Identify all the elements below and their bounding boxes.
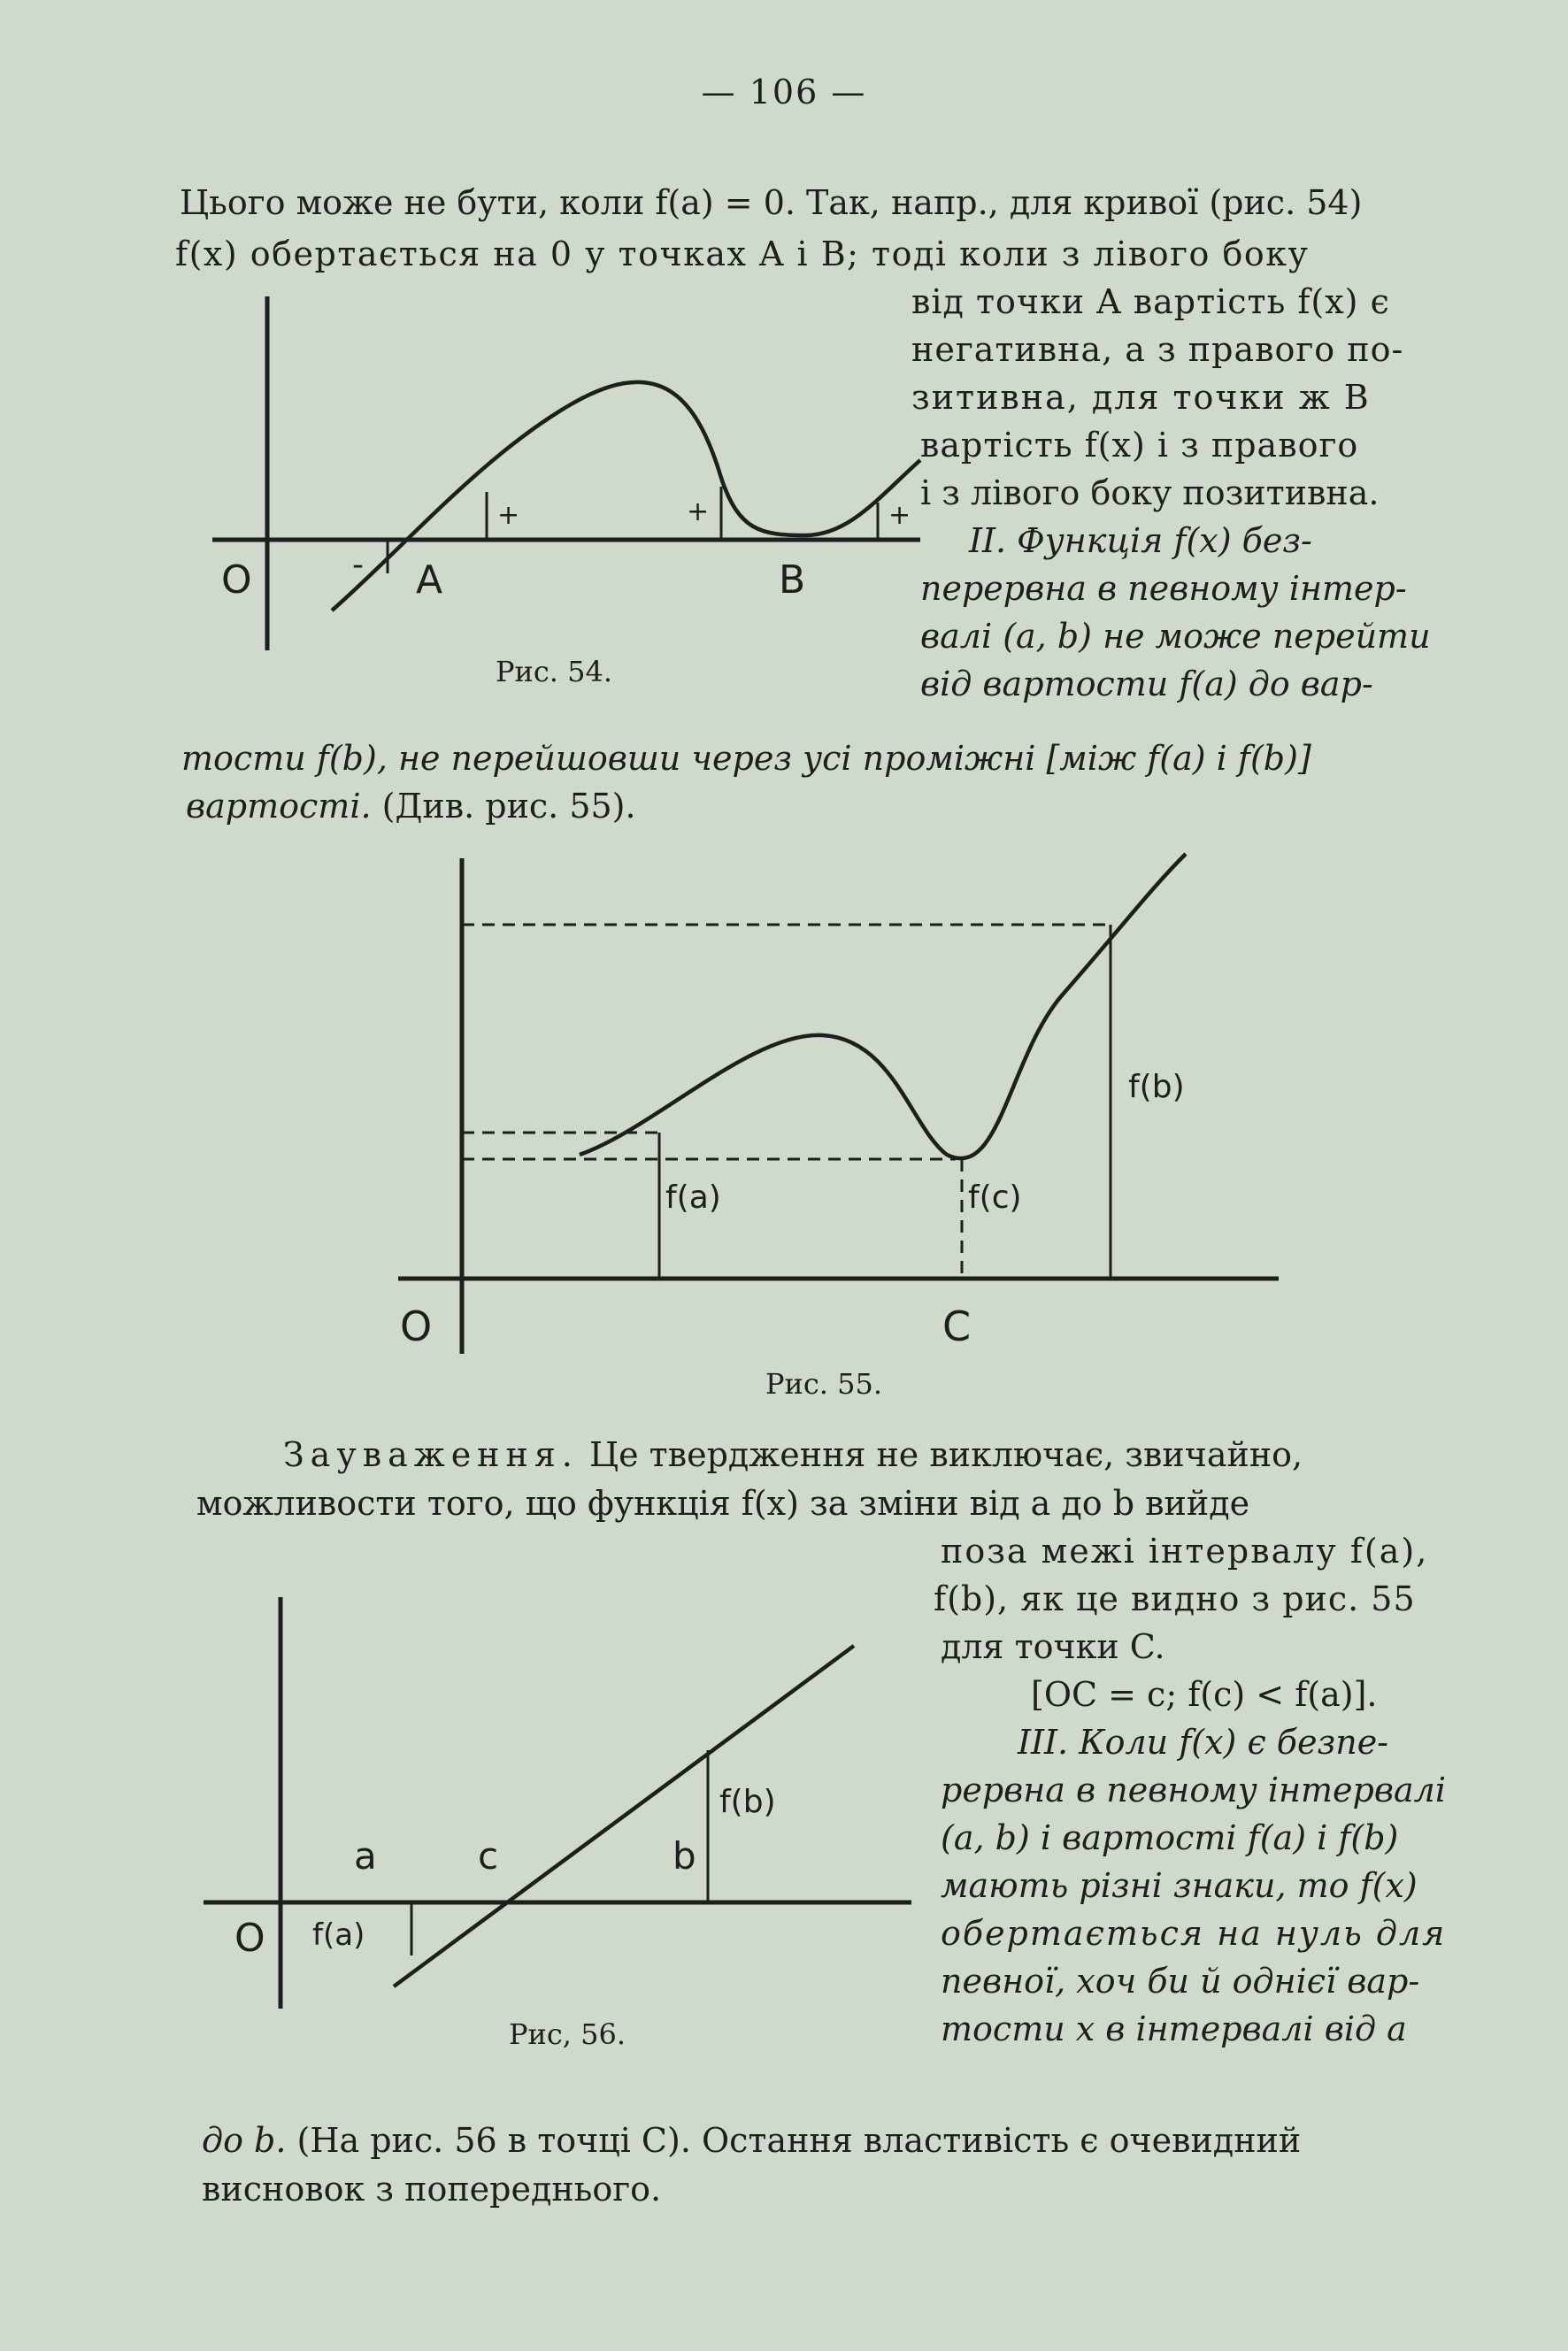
remark-title: Зауваження. [283,1435,579,1474]
origin-label: O [400,1302,433,1350]
text-line: вартість f(x) і з правого [920,426,1359,465]
text-line: від точки A вартість f(x) є [911,282,1390,321]
text-line: для точки C. [941,1627,1165,1666]
point-b-label: b [673,1834,696,1878]
text-line: обертається на нуль для [941,1914,1447,1953]
text-line [186,787,636,826]
text-line: висновок з попереднього. [202,2170,662,2209]
figure-caption: Рис. 54. [496,655,613,688]
fb-label: f(b) [1128,1069,1185,1105]
text-line: негативна, а з правого по- [911,330,1404,369]
origin-label: O [221,557,252,603]
text-line: (a, b) і вартості f(a) і f(b) [941,1818,1399,1857]
function-line [394,1646,854,1986]
text-line: тости f(b), не перейшовши через усі проміжні [між f(a) і f(b)] [181,739,1311,778]
text-span: вартості. [186,787,372,826]
text-line: можливости того, що функція f(x) за зміни від a до b вийде [196,1484,1250,1523]
text-line [202,2121,1302,2160]
text-span: (Див. рис. 55). [371,787,636,826]
point-a-label: A [416,557,443,603]
origin-label: O [234,1916,265,1961]
text-line: f(b), як це видно з рис. 55 [934,1579,1416,1618]
text-line: певної, хоч би й однієї вар- [941,1962,1420,2001]
text-line: тости x в інтервалі від a [941,2009,1407,2048]
text-line: [OC = c; f(c) < f(a)]. [1031,1675,1378,1714]
text-line [283,1435,1303,1474]
text-line: поза межі інтервалу f(a), [941,1532,1429,1571]
text-line: f(x) обертається на 0 у точках A і B; тоді коли з лівого боку [175,234,1310,273]
function-curve [580,854,1186,1158]
fb-label: f(b) [719,1784,776,1820]
point-b-label: B [779,557,806,603]
fa-label: f(a) [665,1179,721,1216]
point-c-label: C [942,1302,972,1350]
page-number: — 106 — [701,73,867,111]
text-line: II. Функція f(x) без- [969,521,1312,560]
text-line: зитивна, для точки ж B [911,378,1371,417]
text-line: рервна в певному інтервалі [941,1771,1446,1809]
text-line: Цього може не бути, коли f(a) = 0. Так, напр., для кривої (рис. 54) [180,183,1363,222]
text-line: і з лівого боку позитивна. [920,473,1380,512]
point-a-label: a [354,1834,377,1878]
text-span: (На рис. 56 в точці C). Остання властивість є очевидний [286,2121,1302,2160]
text-span: Це твердження не виключає, звичайно, [578,1435,1303,1474]
figure-54 [195,283,929,655]
fa-label: f(a) [312,1917,365,1953]
figure-55 [389,845,1292,1358]
sign-label: + [888,500,911,531]
figure-caption: Рис. 55. [765,1367,883,1401]
sign-label: + [497,500,520,531]
text-line: мають різні знаки, то f(x) [941,1866,1418,1905]
point-c-label: c [478,1834,499,1878]
text-line: валі (a, b) не може перейти [920,617,1431,656]
figure-caption: Рис, 56. [509,2017,626,2051]
figure-56 [199,1593,925,2017]
sign-label: + [687,496,710,527]
sign-label: - [352,547,364,583]
text-line: перервна в певному інтер- [920,569,1407,608]
text-line: від вартости f(a) до вар- [920,665,1373,703]
fc-label: f(c) [968,1179,1022,1216]
text-line: III. Коли f(x) є безпе- [1018,1723,1389,1762]
text-span: до b. [202,2121,287,2160]
